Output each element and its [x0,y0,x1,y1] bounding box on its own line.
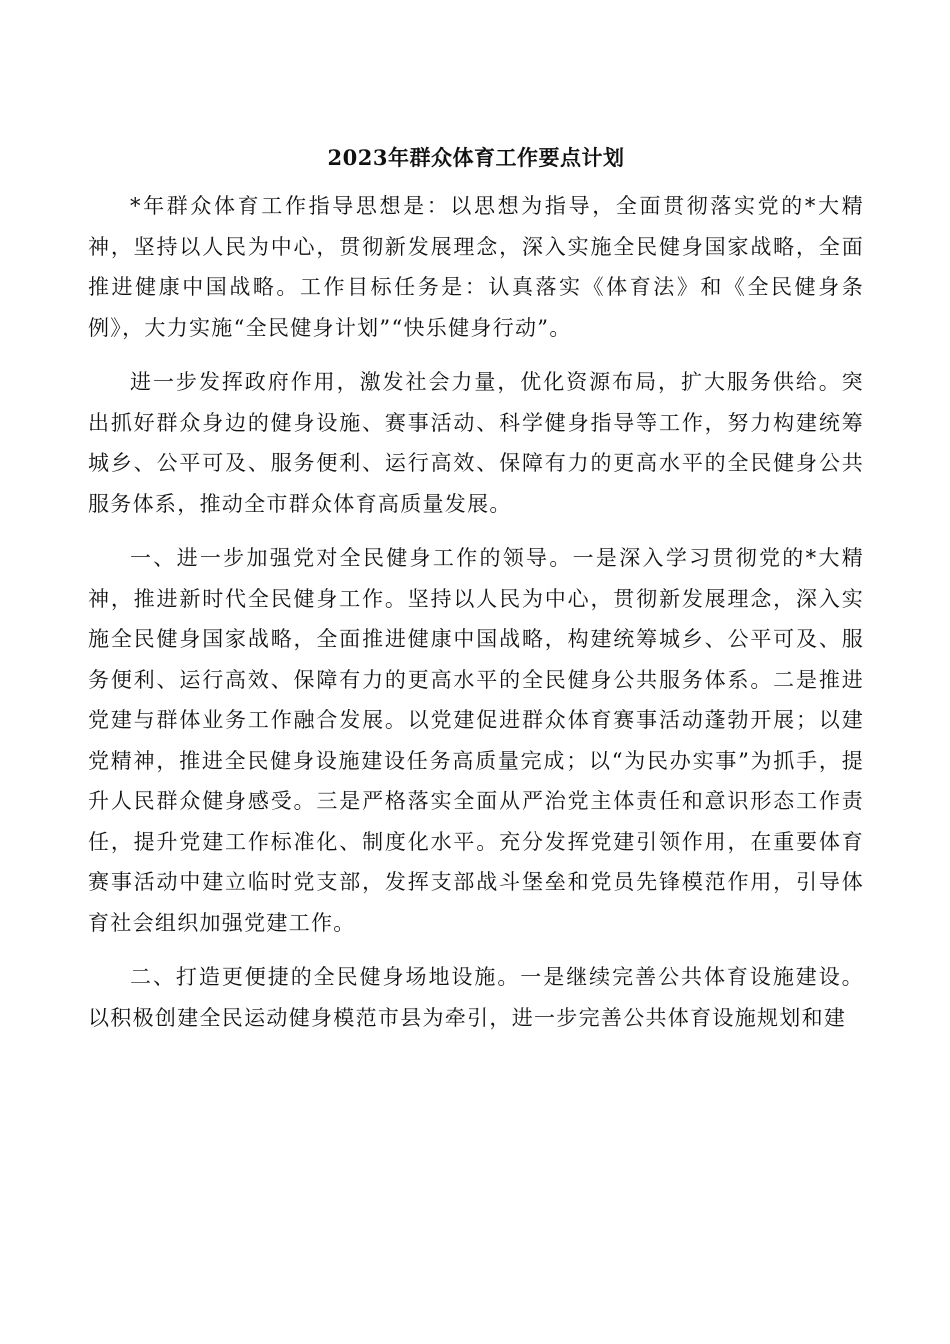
document-page [88,140,864,1052]
paragraph-section-one: 一、进一步加强党对全民健身工作的领导。一是深入学习贯彻党的*大精神，推进新时代全民健身工作。坚持以人民为中心，贯彻新发展理念，深入实施全民健身国家战略，全面推进健康中国战略，构建统筹城乡、公平可及、服务便利、运行高效、保障有力的更高水平的全民健身公共服务体系。二是推进党建与群体业务工作融合发展。以党建促进群众体育赛事活动蓬勃开展；以建党精神，推进全民健身设施建设任务高质量完成；以“为民办实事”为抓手，提升人民群众健身感受。三是严格落实全面从严治党主体责任和意识形态工作责任，提升党建工作标准化、制度化水平。充分发挥党建引领作用，在重要体育赛事活动中建立临时党支部，发挥支部战斗堡垒和党员先锋模范作用，引导体育社会组织加强党建工作。 [88,546,864,935]
paragraph-government-role: 进一步发挥政府作用，激发社会力量，优化资源布局，扩大服务供给。突出抓好群众身边的健身设施、赛事活动、科学健身指导等工作，努力构建统筹城乡、公平可及、服务便利、运行高效、保障有力的更高水平的全民健身公共服务体系，推动全市群众体育高质量发展。 [88,370,864,516]
paragraph-section-two: 二、打造更便捷的全民健身场地设施。一是继续完善公共体育设施建设。以积极创建全民运动健身模范市县为牵引，进一步完善公共体育设施规划和建 [88,965,864,1030]
paragraph-guiding-ideology: *年群众体育工作指导思想是：以思想为指导，全面贯彻落实党的*大精神，坚持以人民为中心，贯彻新发展理念，深入实施全民健身国家战略，全面推进健康中国战略。工作目标任务是：认真落实《体育法》和《全民健身条例》，大力实施“全民健身计划”“快乐健身行动”。 [88,194,864,340]
document-title: 2023年群众体育工作要点计划 [327,145,625,170]
